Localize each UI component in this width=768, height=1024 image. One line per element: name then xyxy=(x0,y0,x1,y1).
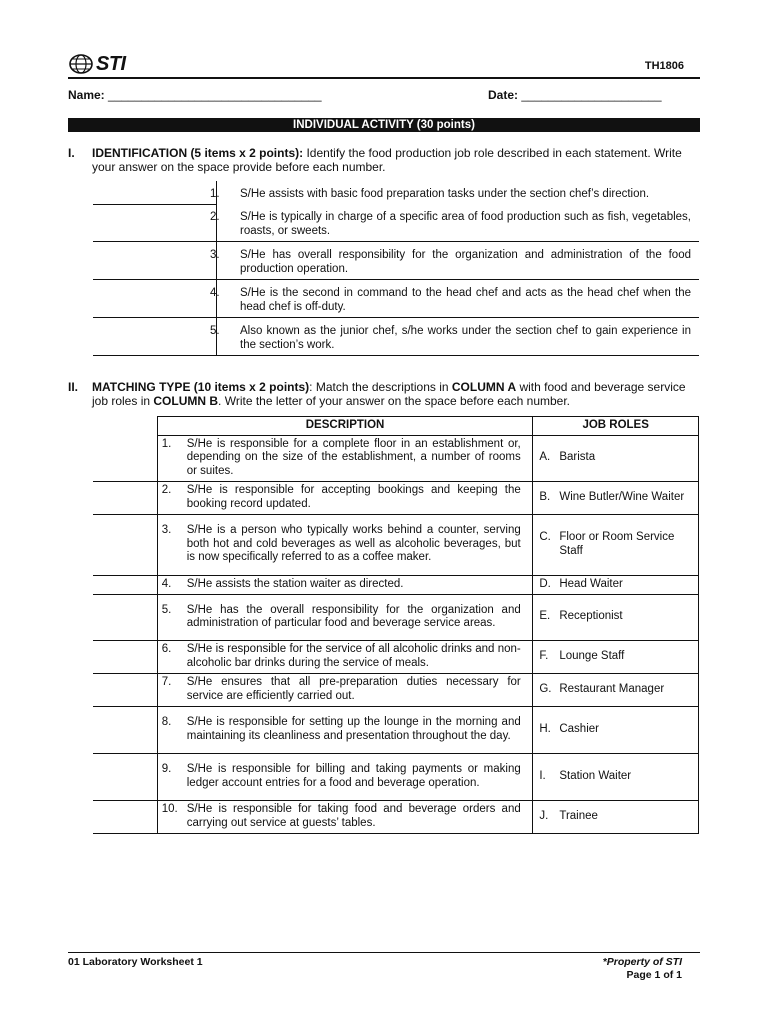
table-row xyxy=(93,181,699,204)
table-row xyxy=(93,673,699,706)
role-cell: D. Head Waiter xyxy=(533,575,699,594)
name-date-row xyxy=(68,88,700,102)
statement: 4. S/He is the second in command to the head chef and acts as the head chef when the head chef is off-duty. xyxy=(216,280,699,317)
description-cell: 6. S/He is responsible for the service of all alcoholic drinks and non-alcoholic bar drinks during the service of meals. xyxy=(157,640,533,673)
answer-blank[interactable] xyxy=(93,435,157,481)
table-row xyxy=(93,594,699,640)
role-cell: C. Floor or Room Service Staff xyxy=(533,514,699,575)
sti-logo xyxy=(68,53,126,75)
role-cell: G. Restaurant Manager xyxy=(533,673,699,706)
description-cell: 4. S/He assists the station waiter as directed. xyxy=(157,575,533,594)
header-rule xyxy=(68,77,700,79)
role-cell: F. Lounge Staff xyxy=(533,640,699,673)
table-row xyxy=(93,280,699,318)
globe-icon xyxy=(68,53,94,75)
answer-blank[interactable] xyxy=(93,800,157,833)
role-cell: A. Barista xyxy=(533,435,699,481)
table-row xyxy=(93,318,699,356)
answer-blank[interactable] xyxy=(93,640,157,673)
date-group xyxy=(488,88,662,102)
activity-banner: INDIVIDUAL ACTIVITY (30 points) xyxy=(68,118,700,132)
table-header-row xyxy=(93,417,699,436)
table-row xyxy=(93,242,699,280)
statement: 2. S/He is typically in charge of a specific area of food production such as fish, vegetables, roasts, or sweets. xyxy=(216,204,699,241)
statement: 3. S/He has overall responsibility for the organization and administration of the food production operation. xyxy=(216,242,699,279)
answer-blank[interactable] xyxy=(93,706,157,753)
section-instruction-text: Identify the food production job role described in each statement. Write your answer on the space provide before each number. xyxy=(92,146,682,174)
footer-worksheet-label: 01 Laboratory Worksheet 1 xyxy=(68,956,203,968)
description-cell: 2. S/He is responsible for accepting bookings and keeping the booking record updated. xyxy=(157,481,533,514)
name-label: Name: xyxy=(68,88,105,102)
role-cell: I. Station Waiter xyxy=(533,753,699,800)
answer-blank[interactable] xyxy=(93,673,157,706)
description-cell: 5. S/He has the overall responsibility for the organization and administration of particular food and beverage service areas. xyxy=(157,594,533,640)
section-number: I. xyxy=(68,146,75,160)
table-row xyxy=(93,435,699,481)
answer-blank[interactable] xyxy=(93,753,157,800)
table-row xyxy=(93,481,699,514)
name-field[interactable]: ________________________________ xyxy=(108,88,322,102)
answer-blank[interactable] xyxy=(93,242,216,280)
table-row xyxy=(93,575,699,594)
footer-rule xyxy=(68,952,700,953)
answer-blank[interactable] xyxy=(93,318,216,356)
section-matching xyxy=(68,380,700,410)
date-label: Date: xyxy=(488,88,519,102)
table-row xyxy=(93,204,699,242)
description-cell: 7. S/He ensures that all pre-preparation duties necessary for service are efficiently carried out. xyxy=(157,673,533,706)
section-instructions xyxy=(92,146,700,174)
header-job-roles: JOB ROLES xyxy=(533,417,699,436)
role-cell: B. Wine Butler/Wine Waiter xyxy=(533,481,699,514)
table-row xyxy=(93,640,699,673)
footer-page-number: Page 1 of 1 xyxy=(626,969,682,981)
description-cell: 1. S/He is responsible for a complete floor in an establishment or, depending on the size of the establishment, a number of rooms or suites. xyxy=(157,435,533,481)
answer-blank[interactable] xyxy=(93,481,157,514)
matching-table xyxy=(93,416,699,834)
answer-blank[interactable] xyxy=(93,594,157,640)
footer-property: *Property of STI xyxy=(602,956,682,968)
statement: 1. S/He assists with basic food preparation tasks under the section chef’s direction. xyxy=(216,181,699,204)
table-row xyxy=(93,753,699,800)
section-title: MATCHING TYPE (10 items x 2 points) xyxy=(92,380,310,394)
section-number: II. xyxy=(68,380,79,394)
table-row xyxy=(93,514,699,575)
section-instructions: MATCHING TYPE (10 items x 2 points): Match the descriptions in COLUMN A with food and beverage service job roles in COLUMN B. Write the letter of your answer on the space before each number. xyxy=(92,380,686,408)
document-code: TH1806 xyxy=(644,60,684,72)
footer-right xyxy=(603,956,682,982)
answer-blank[interactable] xyxy=(93,181,216,205)
header-description: DESCRIPTION xyxy=(157,417,533,436)
answer-blank[interactable] xyxy=(93,514,157,575)
role-cell: H. Cashier xyxy=(533,706,699,753)
statement: 5. Also known as the junior chef, s/he works under the section chef to gain experience in the section’s work. xyxy=(216,318,699,355)
answer-blank[interactable] xyxy=(93,280,216,318)
date-field[interactable]: _____________________ xyxy=(521,88,662,102)
logo-text: STI xyxy=(96,52,126,75)
description-cell: 8. S/He is responsible for setting up the lounge in the morning and maintaining its cleanliness and presentation throughout the day. xyxy=(157,706,533,753)
description-cell: 3. S/He is a person who typically works behind a counter, serving both hot and cold beverages as well as alcoholic beverages, but is now specifically referred to as a coffee maker. xyxy=(157,514,533,575)
section-identification xyxy=(68,146,700,176)
identification-table xyxy=(93,181,699,356)
description-cell: 10. S/He is responsible for taking food and beverage orders and carrying out service at guests’ tables. xyxy=(157,800,533,833)
role-cell: J. Trainee xyxy=(533,800,699,833)
role-cell: E. Receptionist xyxy=(533,594,699,640)
section-title: IDENTIFICATION (5 items x 2 points): xyxy=(92,146,304,160)
description-cell: 9. S/He is responsible for billing and taking payments or making ledger account entries for a food and beverage operation. xyxy=(157,753,533,800)
table-row xyxy=(93,706,699,753)
table-row xyxy=(93,800,699,833)
answer-blank[interactable] xyxy=(93,204,216,242)
answer-blank[interactable] xyxy=(93,575,157,594)
